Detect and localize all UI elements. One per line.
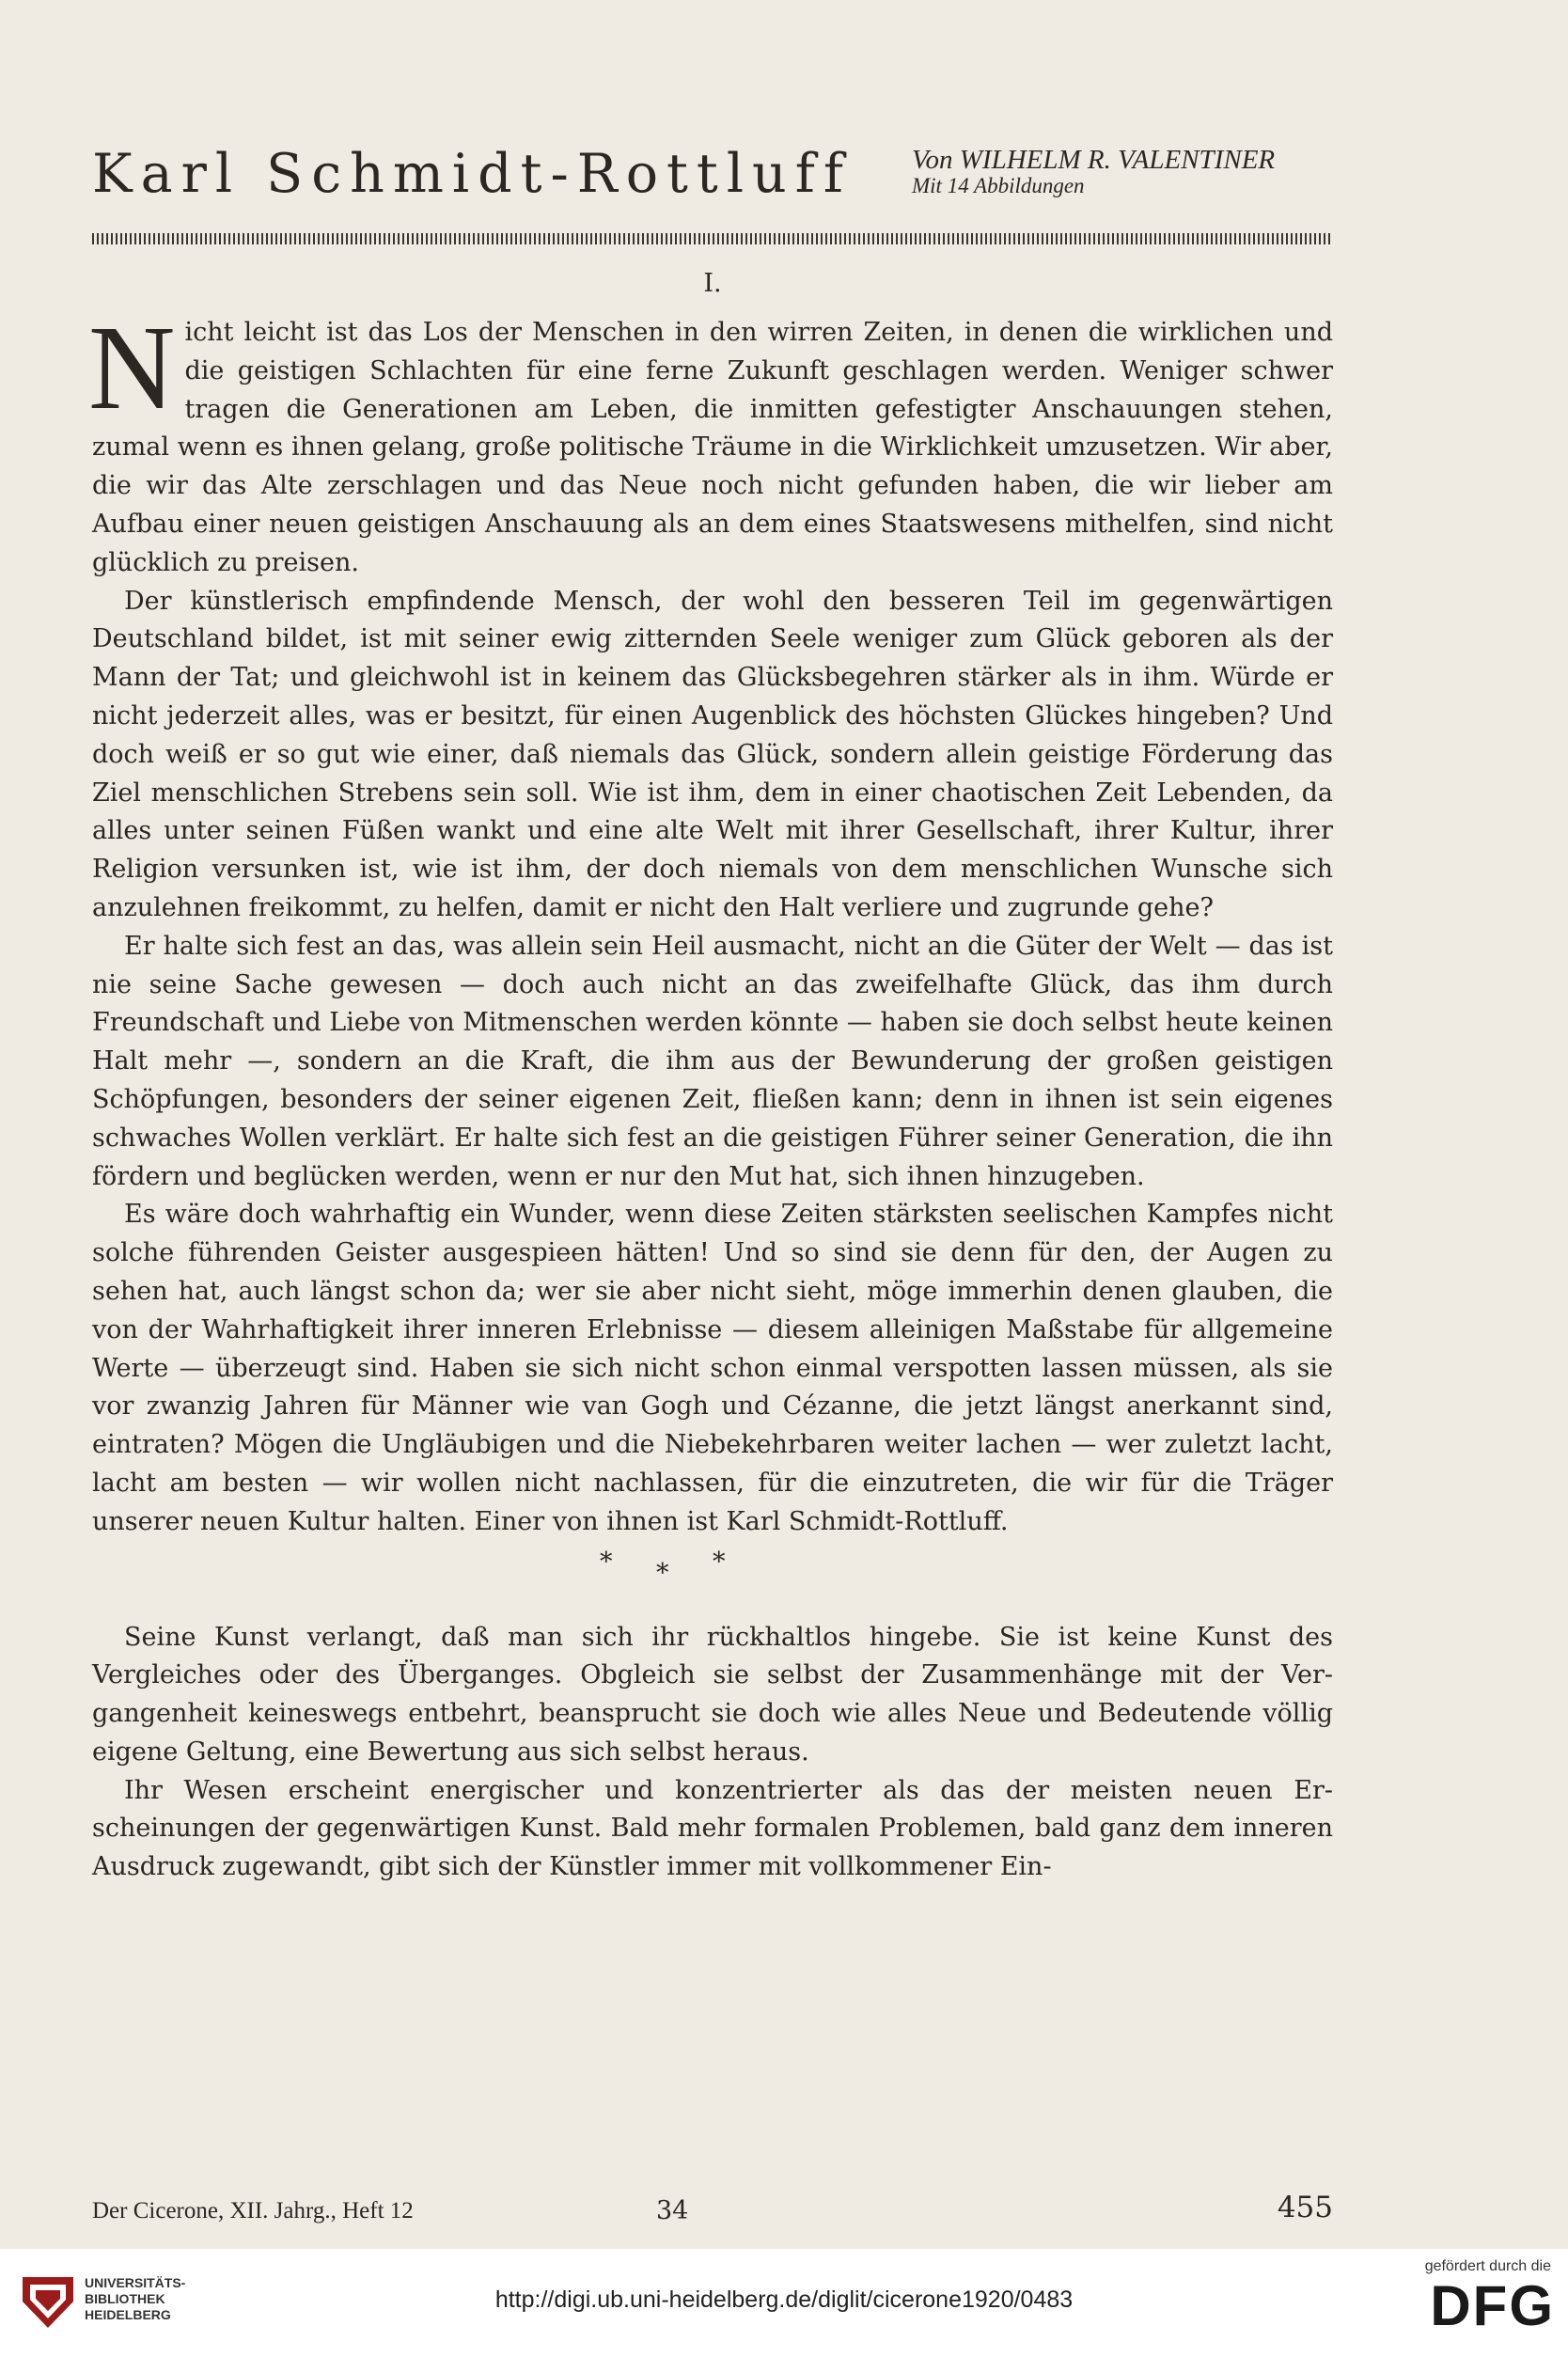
article-header (92, 139, 1333, 214)
dfg-wordmark: DFG (1430, 2274, 1555, 2337)
article-title: Karl Schmidt-Rottluff (92, 143, 852, 205)
illustrations-note: Mit 14 Abbildungen (912, 174, 1085, 197)
paragraph: Der künstlerisch empfindende Mensch, der wohl den besseren Teil im gegenwärtigen Deutschland bildet, ist mit seiner ewig zitternden Seele weniger zum Glück geboren als der Mann der Tat; und gleichwohl ist in keinem das Glücksbegehren stärker als in ihm. Würde er nicht jederzeit alles, was er besitzt, für einen Augenblick des höchsten Glückes hingeben? Und doch weiß er so gut wie einer, daß niemals das Glück, sondern allein geistige Förderung das Ziel menschlichen Strebens sein soll. Wie ist ihm, dem in einer chaotischen Zeit Lebenden, da alles unter seinen Füßen wankt und eine alte Welt mit ihrer Gesellschaft, ihrer Kultur, ihrer Religion versunken ist, wie ist ihm, der doch niemals von dem menschlichen Wunsche sich anzulehnen freikommt, zu helfen, damit er nicht den Halt verliere und zugrunde gehe? (92, 586, 1333, 922)
byline (912, 147, 1275, 199)
dfg-logo[interactable] (1390, 2258, 1555, 2352)
author-line: Von WILHELM R. VALENTINER (912, 145, 1276, 175)
paragraph: Seine Kunst verlangt, daß man sich ihr rückhaltlos hingebe. Sie ist keine Kunst des Vergleiches oder des Überganges. Obgleich sie selbst der Zusammenhänge mit der Vergangenheit keineswegs entbehrt, beansprucht sie doch wie alles Neue und Bedeutende völlig eigene Geltung, eine Bewertung aus sich selbst heraus. (92, 1622, 1333, 1767)
asterisk: * (713, 1547, 726, 1577)
digitization-band (0, 2249, 1568, 2357)
page-footer (92, 2189, 1333, 2226)
library-name-line: BIBLIOTHEK (85, 2291, 165, 2306)
permalink-url[interactable]: http://digi.ub.uni-heidelberg.de/diglit/cicerone1920/0483 (494, 2286, 1074, 2313)
funding-note: gefördert durch die (1424, 2258, 1551, 2274)
asterisk: * (600, 1547, 613, 1577)
section-separator (92, 1542, 1333, 1619)
asterisk: * (656, 1558, 669, 1588)
library-name-line: HEIDELBERG (85, 2307, 171, 2322)
paragraph: Es wäre doch wahrhaftig ein Wunder, wenn diese Zeiten stärksten seelischen Kampfes nicht solche führenden Geister ausgespieen hätten! Und so sind sie denn für den, der Augen zu sehen hat, auch längst schon da; wer sie aber nicht sieht, möge immerhin denen glauben, die von der Wahrhaftigkeit ihrer inneren Erlebnisse — diesem alleinigen Maßstabe für allgemeine Werte — überzeugt sind. Haben sie sich nicht schon einmal verspotten lassen müssen, als sie vor zwanzig Jahren für Männer wie van Gogh und Cézanne, die jetzt längst anerkannt sind, eintraten? Mögen die Ungläubigen und die Niebekehrbaren weiter lachen — wer zuletzt lacht, lacht am besten — wir wollen nicht nachlassen, für die einzutreten, die wir für die Träger unserer neuen Kultur halten. Einer von ihnen ist Karl Schmidt-Rottluff. (92, 1200, 1333, 1536)
drop-cap: N (88, 301, 176, 434)
paragraph: Er halte sich fest an das, was allein sein Heil ausmacht, nicht an die Güter der Welt — das ist nie seine Sache gewesen — doch auch nicht an das zweifelhafte Glück, das ihm durch Freundschaft und Liebe von Mitmenschen werden könnte — haben sie doch selbst heute keinen Halt mehr —, sondern an die Kraft, die ihm aus der Bewunderung der großen geistigen Schöpfungen, besonders der seiner eigenen Zeit, fließen kann; denn in ihnen ist sein eigenes schwaches Wollen verklärt. Er halte sich fest an die geistigen Führer seiner Generation, die ihn fördern und beglücken werden, wenn er nur den Mut hat, sich ihnen hinzugeben. (92, 931, 1333, 1191)
section-number: I. (703, 269, 722, 298)
library-name-line: UNIVERSITÄTS- (85, 2275, 186, 2290)
page-number: 455 (1277, 2191, 1333, 2224)
paragraph-text: icht leicht ist das Los der Menschen in den wirren Zeiten, in denen die wirklichen und die geistigen Schlachten für eine ferne Zukunft geschlagen werden. Weniger schwer tragen die Generationen am Leben, die inmitten gefestigter Anschauungen stehen, zumal wenn es ihnen gelang, große politische Träume in die Wirklichkeit umzusetzen. Wir aber, die wir das Alte zerschlagen und das Neue noch nicht gefunden haben, die wir lieber am Aufbau einer neuen geistigen Anschauung als an dem eines Staatswesens mithelfen, sind nicht glücklich zu preisen. (92, 318, 1333, 577)
paragraph (88, 301, 1333, 583)
ornamental-rule (92, 233, 1333, 244)
journal-reference: Der Cicerone, XII. Jahrg., Heft 12 (92, 2198, 414, 2223)
signature-mark: 34 (656, 2196, 689, 2225)
paragraph: Ihr Wesen erscheint energischer und konzentrierter als das der meisten neuen Erscheinungen der gegenwärtigen Kunst. Bald mehr formalen Problemen, bald ganz dem inneren Ausdruck zugewandt, gibt sich der Künstler immer mit vollkommener Ein- (92, 1775, 1333, 1882)
article-body (88, 301, 1333, 1887)
